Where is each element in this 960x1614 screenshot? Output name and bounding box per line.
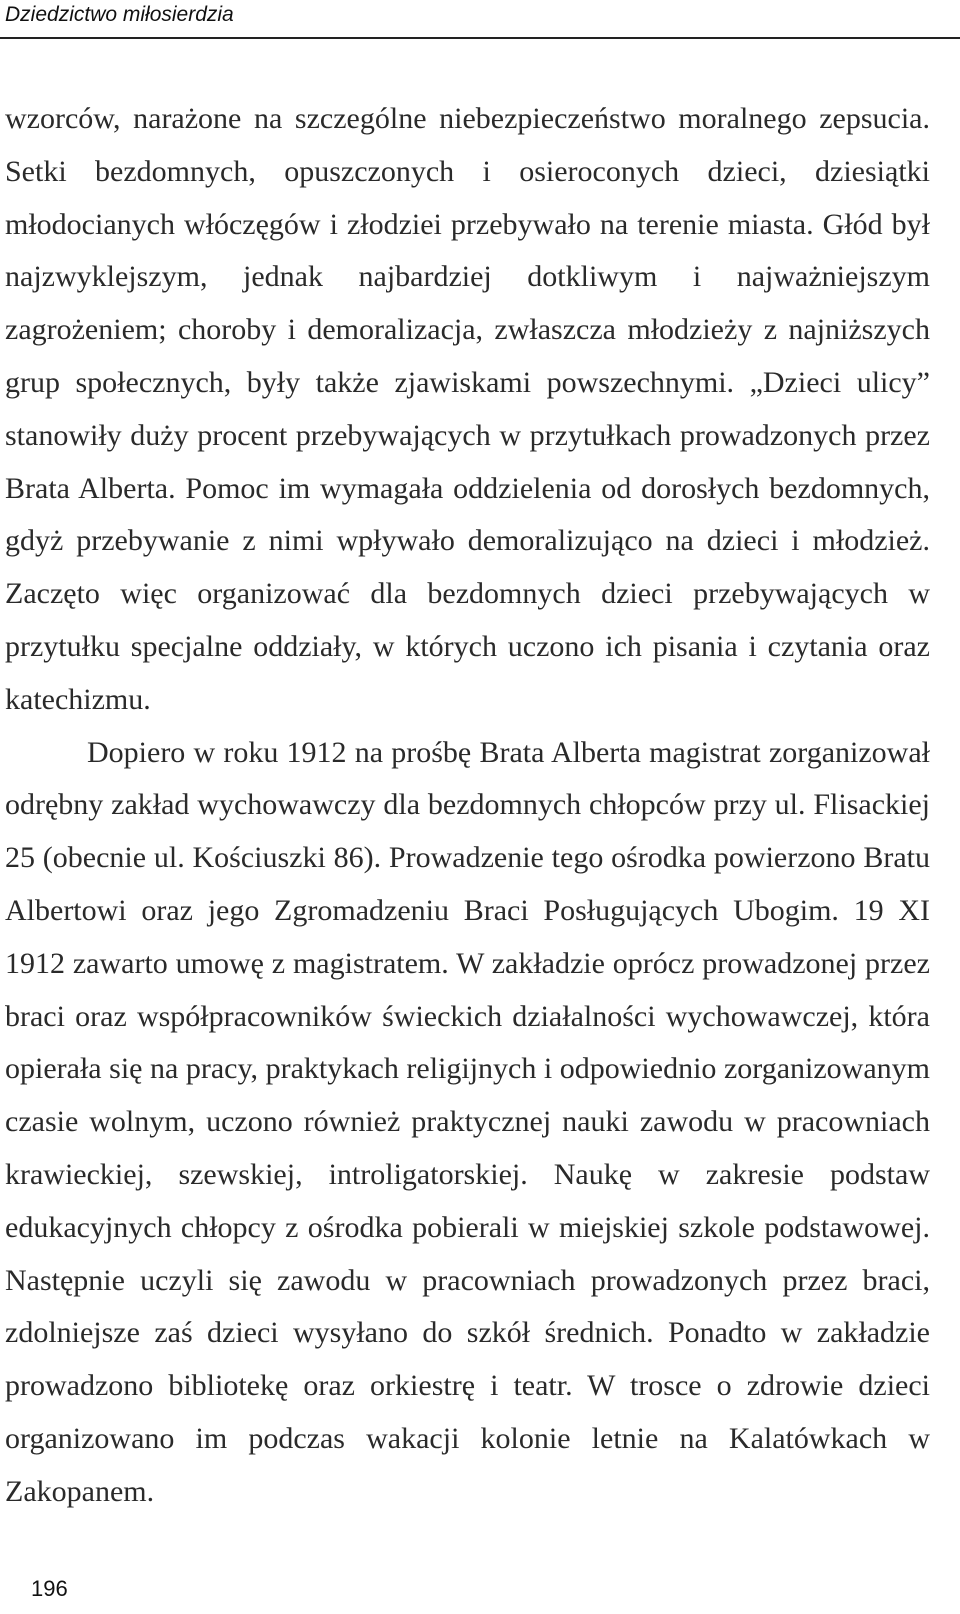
header-rule bbox=[0, 37, 960, 39]
page-number: 196 bbox=[31, 1576, 68, 1601]
paragraph: Dopiero w roku 1912 na prośbę Brata Alberta magistrat zorganizował odrębny zakład wychowawczy dla bezdomnych chłopców przy ul. Flisackiej 25 (obecnie ul. Kościuszki 86). Prowadzenie tego ośrodka powierzono Bratu Albertowi oraz jego Zgromadzeniu Braci Posługujących Ubogim. 19 XI 1912 zawarto umowę z magistratem. W zakładzie oprócz prowadzonej przez braci oraz współpracowników świeckich działalności wychowawczej, która opierała się na pracy, praktykach religijnych i odpowiednio zorganizowanym czasie wolnym, uczono również praktycznej nauki zawodu w pracowniach krawieckiej, szewskiej, introligatorskiej. Naukę w zakresie podstaw edukacyjnych chłopcy z ośrodka pobierali w miejskiej szkole podstawowej. Następnie uczyli się zawodu w pracowniach prowadzonych przez braci, zdolniejsze zaś dzieci wysyłano do szkół średnich. Ponadto w zakładzie prowadzono bibliotekę oraz orkiestrę i teatr. W trosce o zdrowie dzieci organizowano im podczas wakacji kolonie letnie na Kalatówkach w Zakopanem. bbox=[5, 735, 930, 1508]
running-header: Dziedzictwo miłosierdzia bbox=[5, 3, 234, 26]
paragraph-continued: wzorców, narażone na szczególne niebezpieczeństwo moralnego zepsucia. Setki bezdomnych, opuszczonych i osieroconych dzieci, dziesiątki młodocianych włóczęgów i złodziei przebywało na terenie miasta. Głód był najzwyklejszym, jednak najbardziej dotkliwym i najważniejszym zagrożeniem; choroby i demoralizacja, zwłaszcza młodzieży z najniższych grup społecznych, były także zjawiskami powszechnymi. „Dzieci ulicy” stanowiły duży procent przebywających w przytułkach prowadzonych przez Brata Alberta. Pomoc im wymagała oddzielenia od dorosłych bezdomnych, gdyż przebywanie z nimi wpływało demoralizująco na dzieci i młodzież. Zaczęto więc organizować dla bezdomnych dzieci przebywających w przytułku specjalne oddziały, w których uczono ich pisania i czytania oraz katechizmu. bbox=[5, 102, 930, 716]
body-text bbox=[5, 93, 930, 1519]
